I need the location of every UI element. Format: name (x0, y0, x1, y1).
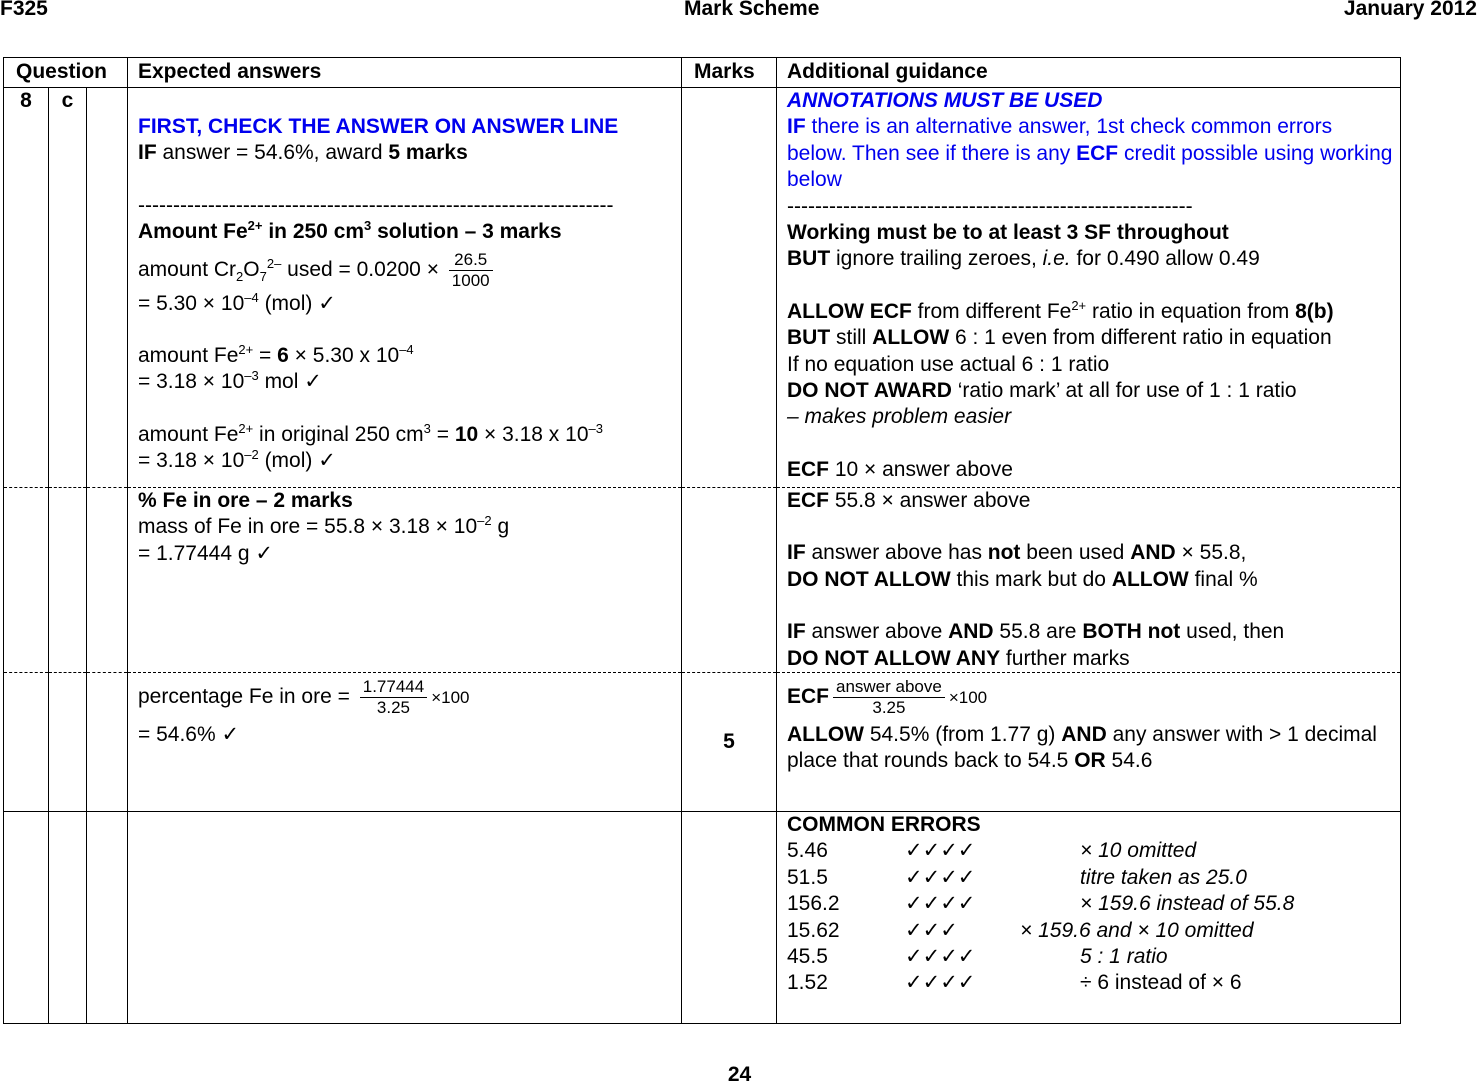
both-not-used-note: IF answer above AND 55.8 are BOTH not used, then (787, 620, 1285, 644)
fe-amount-line: amount $Fe^{2+} = 6 \times 5.30$ x $10^{-4}$ (138, 342, 414, 368)
common-error-row (787, 970, 1394, 996)
ecf-fraction-line: ECF $\frac{\text{answer above}}{3.25}$ ×100 (787, 677, 988, 718)
expected-header: Expected answers (128, 58, 682, 88)
page-number: 24 (727, 1063, 752, 1086)
error-ticks: ✓✓✓ (905, 918, 958, 942)
error-reason: 5 : 1 ratio (1080, 945, 1168, 968)
amount-heading: Amount $Fe^{2+}$ in 250 $cm^3$ solution – 3 marks (138, 218, 562, 244)
allow-rounding-note: ALLOW 54.5% (from 1.77 g) AND any answer with > 1 decimal place that rounds back to 54.5 OR 54.6 (787, 723, 1377, 773)
no-further-marks-note: DO NOT ALLOW ANY further marks (787, 646, 1130, 670)
error-value: 51.5 (787, 865, 828, 889)
marks-total: 5 (682, 673, 777, 812)
if-not-used-note: IF answer above has not been used AND × 55.8, (787, 541, 1247, 565)
ecf-55-note: ECF 55.8 × answer above (787, 489, 1031, 512)
common-error-row (787, 944, 1394, 970)
error-value: 15.62 (787, 918, 840, 942)
error-reason: × 159.6 and × 10 omitted (1020, 918, 1254, 942)
orig-result-line: = $3.18 \times 10^{-2}$ (mol) ✓ (138, 447, 336, 473)
row-amount (4, 88, 1401, 488)
divider-dashes: -------------------------------------------------------------------- (138, 193, 614, 217)
expected-amount (128, 88, 682, 488)
header-date: January 2012 (1343, 0, 1477, 20)
easier-note: – makes problem easier (787, 405, 1012, 429)
row-percent-fe (4, 488, 1401, 673)
annotations-note: ANNOTATIONS MUST BE USED (787, 89, 1103, 112)
percentage-fraction: $\frac{1.77444}{3.25}$ (360, 677, 427, 718)
allow-ecf-note: ALLOW ECF from different $Fe^{2+}$ ratio in equation from 8(b) (787, 297, 1334, 323)
error-reason: titre taken as 25.0 (1080, 865, 1247, 889)
header-row (4, 58, 1401, 88)
error-value: 156.2 (787, 892, 840, 916)
mark-scheme-table (3, 57, 1401, 1024)
cr-fraction: $\frac{26.5}{1000}$ (449, 250, 493, 291)
percentage-result: = 54.6% ✓ (138, 723, 240, 747)
header-code: F325 (0, 0, 48, 20)
common-errors-cell (777, 812, 1401, 1024)
mass-fe-line: mass of Fe in ore = $55.8 \times 3.18 \times 10^{-2}$ g (138, 513, 510, 539)
fe-result-line: = $3.18 \times 10^{-3}$ mol ✓ (138, 368, 322, 394)
do-not-allow-note: DO NOT ALLOW this mark but do ALLOW final % (787, 567, 1258, 591)
check-answer-line: FIRST, CHECK THE ANSWER ON ANSWER LINE (138, 115, 619, 138)
percent-fe-heading: % Fe in ore – 2 marks (138, 489, 353, 512)
cr-result-line: = $5.30 \times 10^{-4}$ (mol) ✓ (138, 289, 336, 315)
error-ticks: ✓✓✓✓ (905, 945, 976, 968)
do-not-award-note: DO NOT AWARD ‘ratio mark’ at all for use of 1 : 1 ratio (787, 379, 1297, 403)
common-error-row (787, 865, 1394, 891)
error-value: 1.52 (787, 971, 828, 995)
error-reason: ÷ 6 instead of × 6 (1080, 971, 1242, 995)
error-value: 5.46 (787, 839, 828, 863)
row-percentage (4, 673, 1401, 812)
if-answer-line: IF answer = 54.6%, award 5 marks (138, 141, 468, 165)
orig-amount-line: amount $Fe^{2+}$ in original 250 $cm^3 = 10 \times 3.18$ x $10^{-3}$ (138, 420, 603, 446)
cr-amount-line: amount $Cr_2O_7^{2-}$ used = 0.0200 × $\frac{26.5}{1000}$ (138, 250, 675, 291)
still-allow-note: BUT still ALLOW 6 : 1 even from different ratio in equation (787, 326, 1332, 350)
no-equation-note: If no equation use actual 6 : 1 ratio (787, 352, 1110, 376)
common-error-row (787, 838, 1394, 864)
error-ticks: ✓✓✓✓ (905, 865, 976, 889)
error-ticks: ✓✓✓✓ (905, 971, 976, 995)
error-value: 45.5 (787, 945, 828, 968)
guidance-header: Additional guidance (777, 58, 1401, 88)
error-reason: × 159.6 instead of 55.8 (1080, 892, 1295, 916)
guidance-percent-fe (777, 488, 1401, 673)
alternative-note: IF there is an alternative answer, 1st check common errors below. Then see if there is any ECF credit possible using working below (787, 115, 1393, 192)
header-title: Mark Scheme (684, 0, 820, 20)
error-reason: × 10 omitted (1080, 839, 1197, 863)
question-header: Question (4, 58, 128, 88)
working-note: Working must be to at least 3 SF throughout (787, 221, 1229, 245)
common-errors-title: COMMON ERRORS (787, 813, 981, 837)
question-part: c (49, 88, 87, 488)
common-error-row (787, 891, 1394, 917)
trailing-zero-note: BUT ignore trailing zeroes, i.e. for 0.490 allow 0.49 (787, 247, 1260, 271)
ecf-ten-note: ECF 10 × answer above (787, 457, 1013, 481)
error-ticks: ✓✓✓✓ (905, 892, 976, 916)
question-number: 8 (4, 88, 49, 488)
guidance-dashes: ---------------------------------------------------------- (787, 194, 1193, 218)
mass-fe-result: = 1.77444 g ✓ (138, 541, 273, 565)
error-ticks: ✓✓✓✓ (905, 839, 976, 863)
guidance-amount (777, 88, 1401, 488)
expected-percent-fe (128, 488, 682, 673)
marks-header: Marks (682, 58, 777, 88)
guidance-percentage (777, 673, 1401, 812)
percentage-line: percentage Fe in ore = $\frac{1.77444}{3.25}$ ×100 (138, 677, 470, 718)
expected-percentage (128, 673, 682, 812)
common-errors-list (787, 838, 1394, 996)
row-common-errors (4, 812, 1401, 1024)
ecf-fraction: $\frac{\text{answer above}}{3.25}$ (833, 677, 945, 718)
common-error-row (787, 918, 1394, 944)
